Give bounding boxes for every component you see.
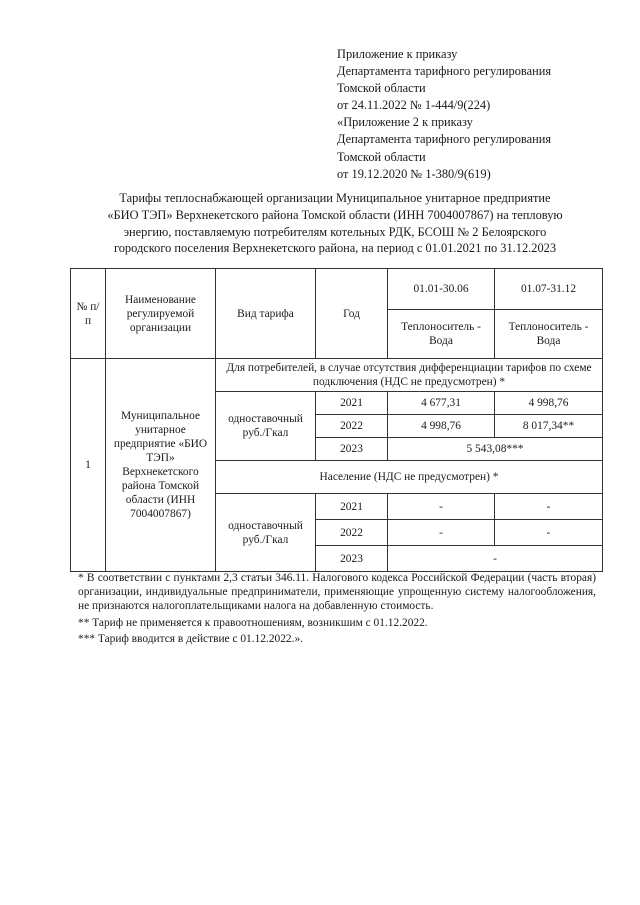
value-cell: - xyxy=(495,494,603,520)
appendix-line: Томской области xyxy=(337,81,426,96)
value-cell: 8 017,34** xyxy=(495,415,603,438)
year-cell: 2022 xyxy=(316,520,388,546)
footnote-1: * В соответствии с пунктами 2,3 статьи 346.11. Налогового кодекса Российской Федерации (часть вторая) организации, индивидуальные предприниматели, применяющие упрощенную систему налогообложения, не признаются налогоплательщиками налога на добавленную стоимость. xyxy=(78,572,596,613)
value-cell: - xyxy=(388,494,495,520)
header-tariff-type: Вид тарифа xyxy=(216,269,316,359)
header-carrier-1: Теплоноситель - Вода xyxy=(388,310,495,359)
table-header-row xyxy=(71,269,603,310)
appendix-line: Томской области xyxy=(337,149,426,164)
section-title-row xyxy=(71,359,603,392)
appendix-line: «Приложение 2 к приказу xyxy=(337,115,473,130)
footnotes xyxy=(78,571,596,646)
value-cell-merged: 5 543,08*** xyxy=(388,438,603,461)
year-cell: 2022 xyxy=(316,415,388,438)
appendix-line: от 24.11.2022 № 1-444/9(224) xyxy=(337,98,491,113)
value-cell: 4 998,76 xyxy=(388,415,495,438)
row-number: 1 xyxy=(71,359,106,572)
value-cell-merged: - xyxy=(388,546,603,572)
header-year: Год xyxy=(316,269,388,359)
org-name: Муниципальное унитарное предприятие «БИО ТЭП» Верхнекетского района Томской области (ИНН 7004007867) xyxy=(106,359,216,572)
document-title xyxy=(70,190,600,257)
header-num: № п/п xyxy=(71,269,106,359)
title-line: городского поселения Верхнекетского района, на период с 01.01.2021 по 31.12.2023 xyxy=(113,241,557,256)
appendix-line: от 19.12.2020 № 1-380/9(619) xyxy=(337,166,491,181)
value-cell: - xyxy=(388,520,495,546)
appendix-line: Департамента тарифного регулирования xyxy=(337,132,552,147)
appendix-header xyxy=(337,46,627,183)
section1-tariff-type: одноставочный руб./Гкал xyxy=(216,392,316,461)
tariff-table xyxy=(70,268,603,572)
section2-tariff-type: одноставочный руб./Гкал xyxy=(216,494,316,572)
title-line: энергию, поставляемую потребителям котельных РДК, БСОШ № 2 Белоярского xyxy=(123,224,547,239)
title-line: Тарифы теплоснабжающей организации Муниципальное унитарное предприятие xyxy=(119,191,551,205)
year-cell: 2023 xyxy=(316,438,388,461)
section1-title: Для потребителей, в случае отсутствия дифференциации тарифов по схеме подключения (НДС не предусмотрен) * xyxy=(216,359,603,392)
year-cell: 2021 xyxy=(316,494,388,520)
year-cell: 2023 xyxy=(316,546,388,572)
title-line: «БИО ТЭП» Верхнекетского района Томской области (ИНН 7004007867) на тепловую xyxy=(107,207,563,222)
footnote-3: *** Тариф вводится в действие с 01.12.2022.». xyxy=(78,632,304,645)
header-period-1: 01.01-30.06 xyxy=(388,269,495,310)
year-cell: 2021 xyxy=(316,392,388,415)
header-carrier-2: Теплоноситель - Вода xyxy=(495,310,603,359)
value-cell: - xyxy=(495,520,603,546)
value-cell: 4 677,31 xyxy=(388,392,495,415)
footnote-2: ** Тариф не применяется к правоотношениям, возникшим с 01.12.2022. xyxy=(78,616,428,629)
header-period-2: 01.07-31.12 xyxy=(495,269,603,310)
value-cell: 4 998,76 xyxy=(495,392,603,415)
header-org: Наименование регулируемой организации xyxy=(106,269,216,359)
appendix-line: Департамента тарифного регулирования xyxy=(337,64,552,79)
section2-title: Население (НДС не предусмотрен) * xyxy=(216,461,603,494)
appendix-line: Приложение к приказу xyxy=(337,47,458,61)
